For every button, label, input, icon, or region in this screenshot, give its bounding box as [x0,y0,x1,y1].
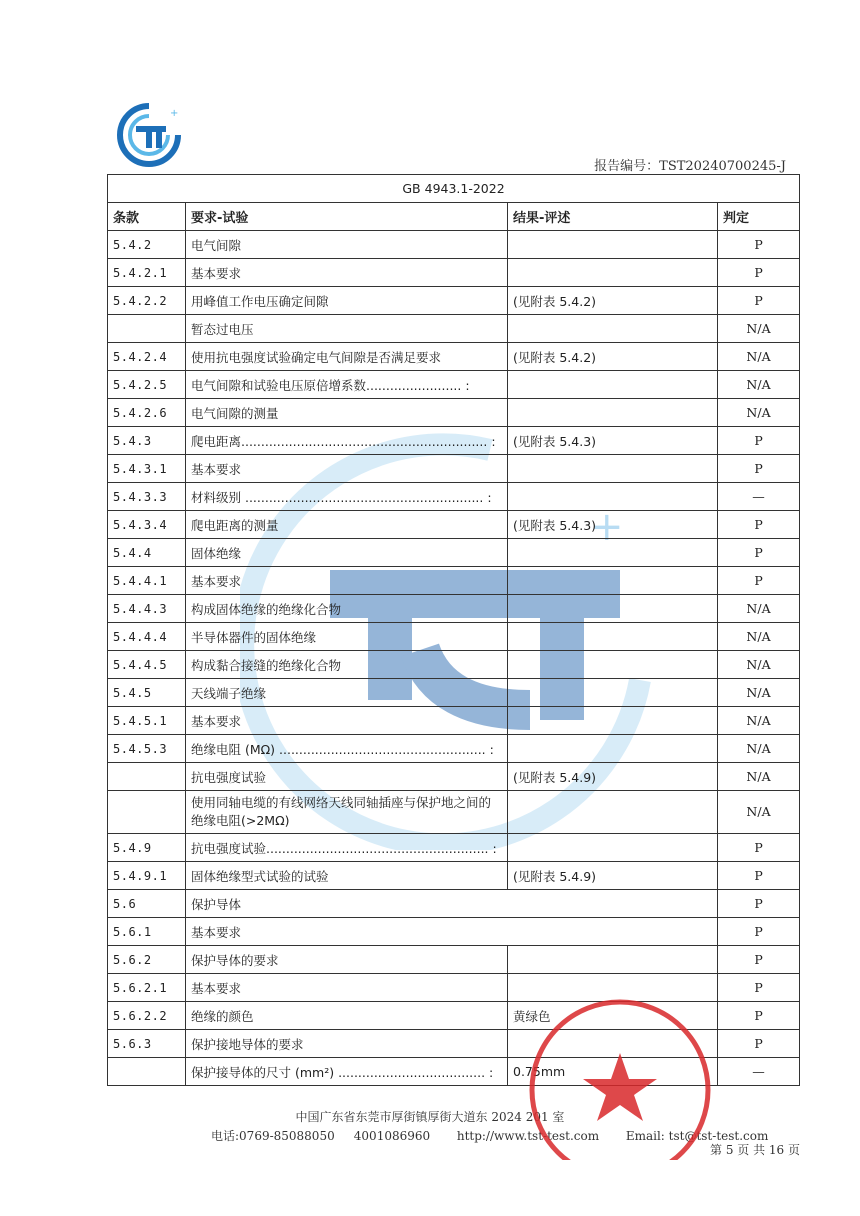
verdict-cell: N/A [718,763,800,791]
verdict-cell: N/A [718,315,800,343]
result-cell [508,567,718,595]
verdict-cell: P [718,974,800,1002]
verdict-cell: P [718,862,800,890]
clause-cell [108,763,186,791]
verdict-cell: N/A [718,595,800,623]
requirement-cell: 电气间隙 [186,231,508,259]
requirement-cell: 爬电距离.............................................................. : [186,427,508,455]
clause-cell: 5.4.3 [108,427,186,455]
clause-cell: 5.4.3.3 [108,483,186,511]
result-cell [508,623,718,651]
col-header-verdict: 判定 [718,203,800,231]
col-header-result: 结果-评述 [508,203,718,231]
verdict-cell: P [718,834,800,862]
verdict-cell: N/A [718,707,800,735]
table-row [108,567,800,595]
result-cell [508,315,718,343]
requirement-cell: 绝缘的颜色 [186,1002,508,1030]
verdict-cell: N/A [718,343,800,371]
requirement-cell: 保护接导体的尺寸 (mm²) ..................................... : [186,1058,508,1086]
requirement-cell: 半导体器件的固体绝缘 [186,623,508,651]
table-row [108,539,800,567]
requirement-cell: 基本要求 [186,918,718,946]
verdict-cell: N/A [718,623,800,651]
table-row [108,483,800,511]
company-logo [116,102,182,168]
clause-cell: 5.4.5.1 [108,707,186,735]
clause-cell: 5.6.1 [108,918,186,946]
clause-cell: 5.6 [108,890,186,918]
requirement-cell: 基本要求 [186,567,508,595]
table-row [108,399,800,427]
requirement-cell: 保护导体的要求 [186,946,508,974]
result-cell: 黄绿色 [508,1002,718,1030]
result-cell [508,259,718,287]
table-row [108,259,800,287]
requirement-cell: 基本要求 [186,455,508,483]
page-number: 第 5 页 共 16 页 [710,1143,800,1157]
table-row [108,763,800,791]
requirement-cell: 基本要求 [186,974,508,1002]
result-cell [508,651,718,679]
requirement-cell: 材料级别 ............................................................ : [186,483,508,511]
table-row [108,371,800,399]
verdict-cell: P [718,946,800,974]
table-row [108,231,800,259]
result-cell: (见附表 5.4.9) [508,862,718,890]
clause-cell: 5.4.2.1 [108,259,186,287]
requirement-cell: 使用抗电强度试验确定电气间隙是否满足要求 [186,343,508,371]
verdict-cell: P [718,539,800,567]
standard-title: GB 4943.1-2022 [108,175,800,203]
result-cell: 0.75mm [508,1058,718,1086]
clause-cell: 5.4.5.3 [108,735,186,763]
result-cell [508,791,718,834]
verdict-cell: N/A [718,399,800,427]
result-cell [508,595,718,623]
requirement-cell: 天线端子绝缘 [186,679,508,707]
result-cell [508,679,718,707]
requirement-cell: 抗电强度试验........................................................ : [186,834,508,862]
verdict-cell: P [718,231,800,259]
verdict-cell: N/A [718,651,800,679]
clause-cell: 5.6.2.2 [108,1002,186,1030]
result-cell: (见附表 5.4.2) [508,287,718,315]
requirement-cell: 保护导体 [186,890,718,918]
verdict-cell: P [718,455,800,483]
verdict-cell: P [718,567,800,595]
clause-cell: 5.4.9 [108,834,186,862]
verdict-cell: P [718,890,800,918]
verdict-cell: — [718,1058,800,1086]
table-row [108,651,800,679]
footer-contact: 电话:0769-85088050 4001086960 http://www.tst-test.com Email: tst@tst-test.com [211,1129,769,1143]
table-row [108,595,800,623]
requirement-cell: 绝缘电阻 (MΩ) .................................................... : [186,735,508,763]
table-row [108,427,800,455]
clause-cell: 5.4.3.1 [108,455,186,483]
clause-cell: 5.4.4.5 [108,651,186,679]
result-cell [508,539,718,567]
table-row [108,834,800,862]
requirement-cell: 电气间隙的测量 [186,399,508,427]
table-row [108,343,800,371]
clause-cell: 5.4.4.1 [108,567,186,595]
table-row [108,455,800,483]
result-cell [508,231,718,259]
requirement-cell: 保护接地导体的要求 [186,1030,508,1058]
verdict-cell: P [718,1030,800,1058]
test-results-table [107,174,800,1086]
table-row [108,511,800,539]
requirement-cell: 爬电距离的测量 [186,511,508,539]
table-row [108,679,800,707]
clause-cell: 5.4.4 [108,539,186,567]
verdict-cell: P [718,427,800,455]
result-cell [508,834,718,862]
svg-text:+: + [170,108,179,119]
result-cell: (见附表 5.4.3) [508,511,718,539]
clause-cell: 5.4.2.5 [108,371,186,399]
clause-cell: 5.4.2.4 [108,343,186,371]
requirement-cell: 固体绝缘型式试验的试验 [186,862,508,890]
result-cell [508,399,718,427]
company-seal [515,985,725,1160]
verdict-cell: P [718,287,800,315]
result-cell [508,707,718,735]
result-cell [508,371,718,399]
requirement-cell: 基本要求 [186,259,508,287]
requirement-cell: 固体绝缘 [186,539,508,567]
requirement-cell: 构成固体绝缘的绝缘化合物 [186,595,508,623]
verdict-cell: N/A [718,679,800,707]
verdict-cell: P [718,1002,800,1030]
result-cell: (见附表 5.4.9) [508,763,718,791]
table-row [108,623,800,651]
col-header-requirement: 要求-试验 [186,203,508,231]
clause-cell: 5.6.3 [108,1030,186,1058]
svg-text:+: + [590,504,624,550]
table-row [108,707,800,735]
clause-cell: 5.6.2 [108,946,186,974]
result-cell [508,735,718,763]
table-row [108,918,800,946]
clause-cell [108,791,186,834]
verdict-cell: N/A [718,371,800,399]
table-row [108,315,800,343]
clause-cell: 5.4.2.2 [108,287,186,315]
clause-cell: 5.4.2.6 [108,399,186,427]
col-header-clause: 条款 [108,203,186,231]
requirement-cell: 使用同轴电缆的有线网络天线同轴插座与保护地之间的绝缘电阻(>2MΩ) [186,791,508,834]
table-row [108,890,800,918]
table-row [108,735,800,763]
table-row [108,287,800,315]
verdict-cell: N/A [718,791,800,834]
clause-cell: 5.4.4.4 [108,623,186,651]
result-cell: (见附表 5.4.3) [508,427,718,455]
requirement-cell: 构成黏合接缝的绝缘化合物 [186,651,508,679]
table-row [108,791,800,834]
clause-cell: 5.4.5 [108,679,186,707]
clause-cell: 5.4.9.1 [108,862,186,890]
clause-cell: 5.6.2.1 [108,974,186,1002]
result-cell [508,483,718,511]
clause-cell: 5.4.4.3 [108,595,186,623]
verdict-cell: P [718,511,800,539]
requirement-cell: 用峰值工作电压确定间隙 [186,287,508,315]
footer-address: 中国广东省东莞市厚街镇厚街大道东 2024 201 室 [295,1110,565,1124]
table-row [108,946,800,974]
result-cell [508,455,718,483]
clause-cell: 5.4.3.4 [108,511,186,539]
verdict-cell: P [718,918,800,946]
verdict-cell: N/A [718,735,800,763]
requirement-cell: 抗电强度试验 [186,763,508,791]
requirement-cell: 暂态过电压 [186,315,508,343]
result-cell [508,946,718,974]
requirement-cell: 电气间隙和试验电压原倍增系数........................ : [186,371,508,399]
result-cell: (见附表 5.4.2) [508,343,718,371]
clause-cell [108,1058,186,1086]
requirement-cell: 基本要求 [186,707,508,735]
table-row [108,862,800,890]
verdict-cell: — [718,483,800,511]
report-number: 报告编号：TST20240700245-J [594,159,786,174]
verdict-cell: P [718,259,800,287]
clause-cell: 5.4.2 [108,231,186,259]
clause-cell [108,315,186,343]
